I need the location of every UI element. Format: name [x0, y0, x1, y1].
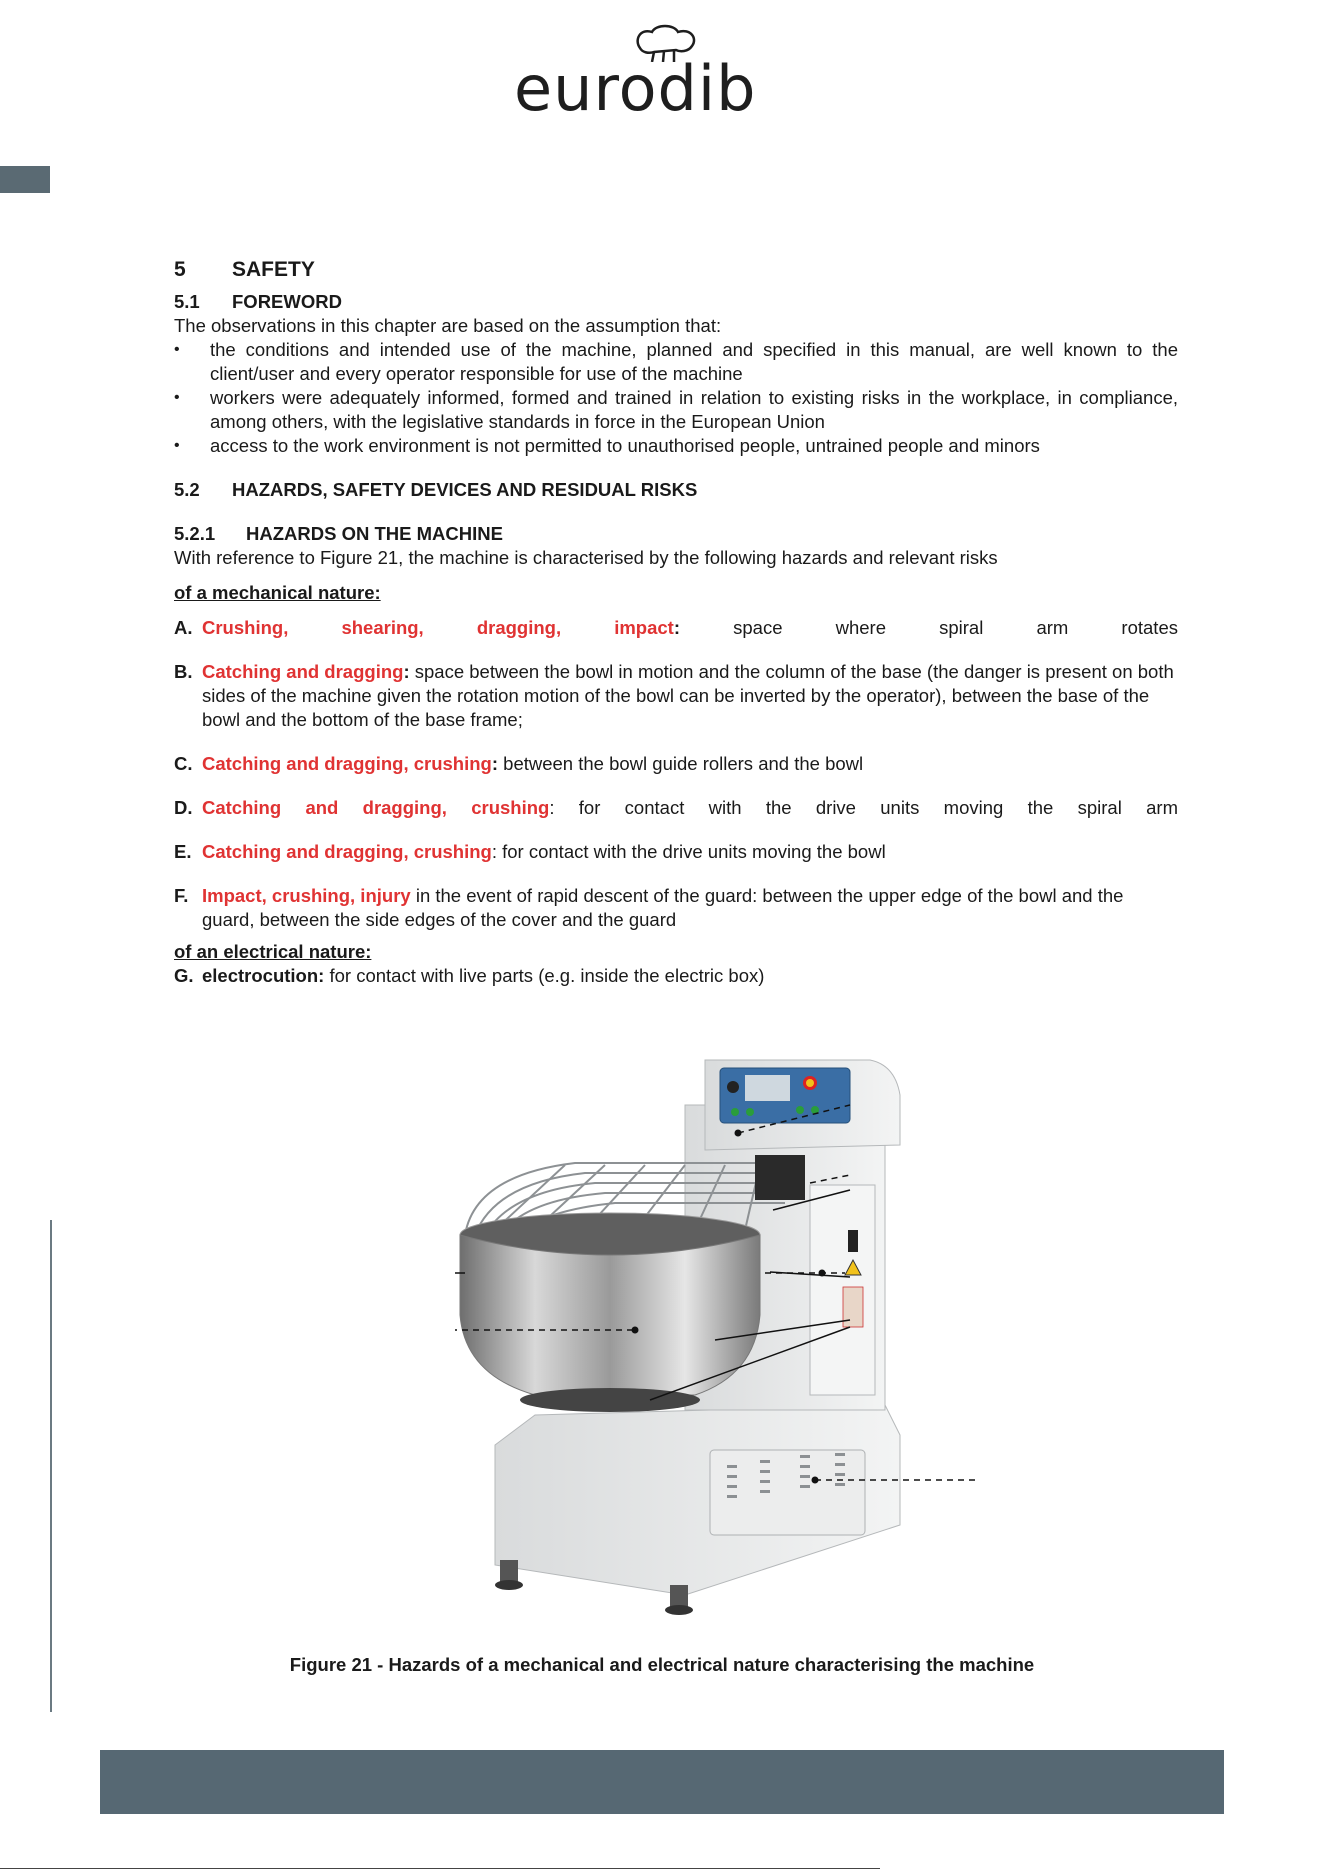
hazard-item-e: E. Catching and dragging, crushing: for contact with the drive units moving the bowl	[174, 841, 886, 862]
spiral-mixer-figure	[455, 1055, 995, 1625]
hazard-item-g: G. electrocution: for contact with live parts (e.g. inside the electric box)	[174, 965, 765, 986]
mechanical-heading: of a mechanical nature:	[174, 582, 381, 603]
machine-hazards-intro: With reference to Figure 21, the machine is characterised by the following hazards and relevant risks	[174, 547, 998, 568]
hazard-item-a: A. Crushing, shearing, dragging, impact: space where spiral arm rotates	[174, 617, 1178, 638]
foreword-intro: The observations in this chapter are based on the assumption that:	[174, 315, 722, 336]
brand-logo	[514, 22, 814, 125]
section-heading: 5 SAFETY	[174, 258, 315, 281]
assumption-list	[174, 338, 1178, 458]
hazard-item-f: F. Impact, crushing, injury in the event of rapid descent of the guard: between the upper edge of the bowl and the guard, between the side edges of the cover and the guard	[174, 885, 1124, 930]
hazards-section-heading: 5.2 HAZARDS, SAFETY DEVICES AND RESIDUAL RISKS	[174, 479, 698, 500]
electrical-heading: of an electrical nature:	[174, 941, 372, 962]
hazard-item-d: D. Catching and dragging, crushing: for contact with the drive units moving the spiral arm	[174, 797, 1178, 818]
list-item: • workers were adequately informed, formed and trained in relation to existing risks in the workplace, in compliance, among others, with the legislative standards in force in the European Union	[174, 386, 1178, 434]
foreword-heading: 5.1 FOREWORD	[174, 291, 342, 312]
list-item: • access to the work environment is not permitted to unauthorised people, untrained people and minors	[174, 434, 1178, 458]
footer-bar	[100, 1750, 1224, 1814]
logo-wordmark: eurodib	[514, 52, 757, 125]
main-content	[174, 258, 1178, 988]
margin-rule	[50, 1220, 52, 1712]
figure-caption: Figure 21 - Hazards of a mechanical and electrical nature characterising the machine	[289, 1654, 1035, 1675]
machine-hazards-heading: 5.2.1 HAZARDS ON THE MACHINE	[174, 523, 503, 544]
hazard-item-c: C. Catching and dragging, crushing: between the bowl guide rollers and the bowl	[174, 753, 864, 774]
side-tab-marker	[0, 166, 50, 193]
bottom-rule	[0, 1868, 880, 1869]
hazard-item-b: B. Catching and dragging: space between the bowl in motion and the column of the base (the danger is present on both sides of the machine given the rotation motion of the bowl can be inverted by the operator), between the base of the bowl and the bottom of the base frame;	[174, 661, 1174, 730]
list-item: • the conditions and intended use of the machine, planned and specified in this manual, are well known to the client/user and every operator responsible for use of the machine	[174, 338, 1178, 386]
